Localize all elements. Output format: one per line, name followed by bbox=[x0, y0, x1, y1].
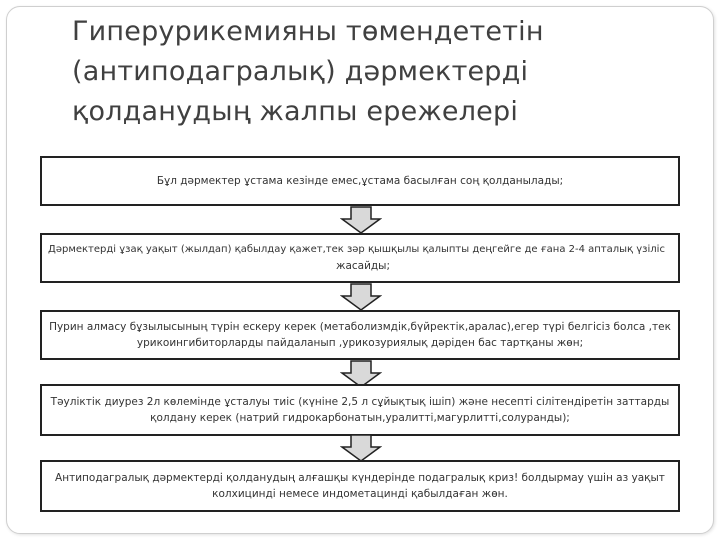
rule-box-1 bbox=[40, 156, 680, 206]
rule-text: жасайды; bbox=[335, 260, 390, 272]
rule-box-4 bbox=[40, 384, 680, 436]
down-arrow-icon bbox=[340, 434, 382, 462]
rule-text: Антиподагралық дәрмектерді қолданудың алғашқы күндерінде подагралық криз! болдырмау үшін аз уақыт bbox=[55, 472, 665, 484]
rule-text: Бұл дәрмектер ұстама кезінде емес,ұстама басылған соң қолданылады; bbox=[156, 175, 564, 187]
down-arrow-icon bbox=[340, 283, 382, 311]
rule-box-2 bbox=[40, 233, 680, 283]
rule-text: қолдану керек (натрий гидрокарбонатын,уралитті,магурлитті,солуранды); bbox=[150, 412, 570, 424]
rule-text: урикоингибиторларды пайдаланып ,урикозуриялық дәріден бас тартқаны жөн; bbox=[136, 337, 584, 349]
slide-title bbox=[72, 12, 672, 132]
rule-text: Дәрмектерді ұзақ уақыт (жылдап) қабылдау қажет,тек зәр қышқылы қалыпты деңгейге де ғана 2-4 апталық үзіліс bbox=[48, 244, 665, 255]
rule-box-3 bbox=[40, 310, 680, 360]
title-line: (антиподагралық) дәрмектерді bbox=[72, 56, 529, 87]
title-line: қолданудың жалпы ережелері bbox=[72, 96, 519, 127]
rule-text: Пурин алмасу бұзылысының түрін ескеру керек (метаболизмдік,бүйректік,аралас),егер түрі белгісіз болса ,тек bbox=[49, 321, 671, 333]
rule-text: колхицинді немесе индометацинді қабылдаған жөн. bbox=[212, 488, 508, 500]
down-arrow-icon bbox=[340, 206, 382, 234]
rule-text: Тәуліктік диурез 2л көлемінде ұсталуы тиіс (күніне 2,5 л сұйықтық ішіп) және несепті сілітендіретін заттарды bbox=[50, 396, 670, 408]
title-line: Гиперурикемияны төмендететін bbox=[72, 16, 544, 47]
rule-box-5 bbox=[40, 460, 680, 512]
